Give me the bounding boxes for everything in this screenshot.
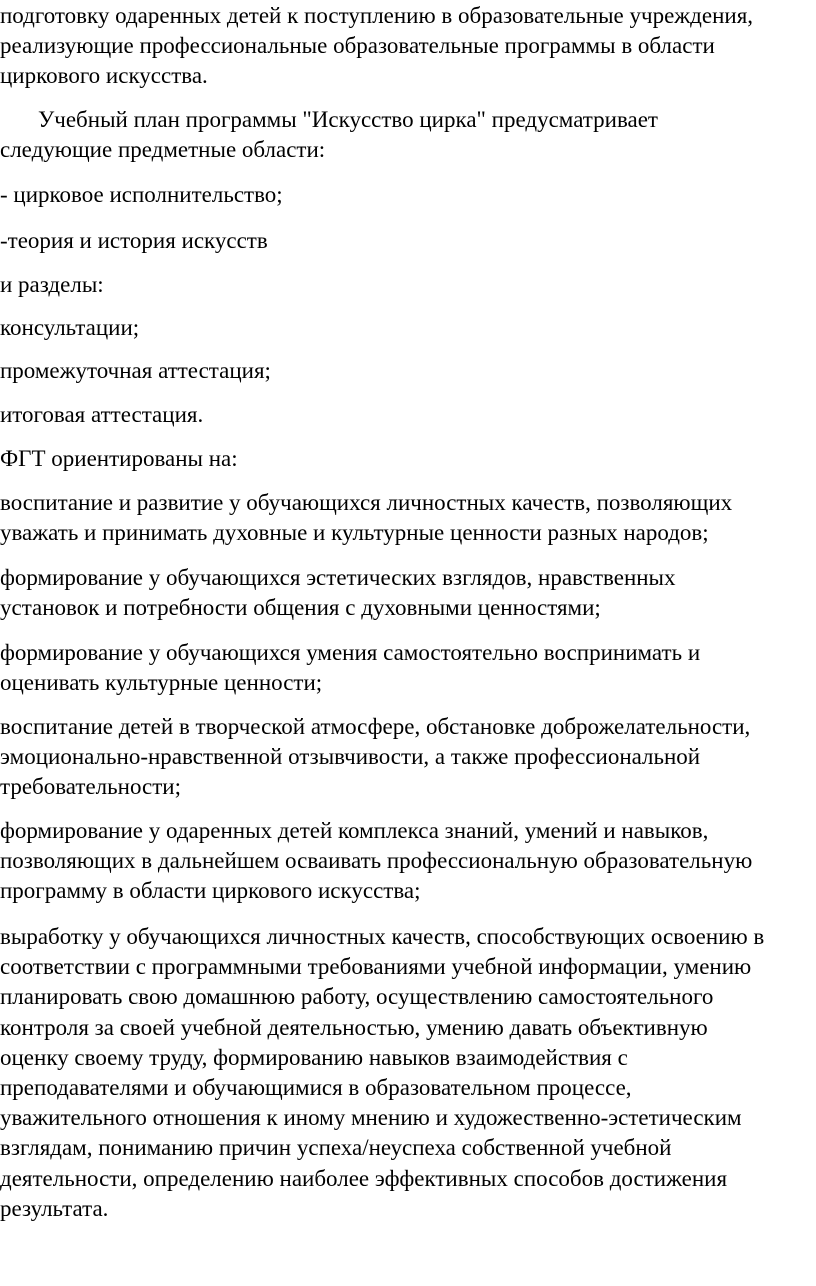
- text-line: контроля за своей учебной деятельностью, умению давать объективную: [0, 1014, 708, 1040]
- paragraph-sections: [0, 270, 816, 300]
- text-line: - цирковое исполнительство;: [0, 182, 283, 207]
- paragraph-fgt-heading: [0, 444, 816, 474]
- paragraph-goal-3: [0, 638, 816, 698]
- list-item-art-theory: [0, 226, 816, 256]
- text-line: выработку у обучающихся личностных качеств, способствующих освоению в: [0, 924, 765, 949]
- text-line: Учебный план программы "Искусство цирка" предусматривает: [38, 107, 658, 132]
- text-line: воспитание детей в творческой атмосфере, обстановке доброжелательности,: [0, 714, 751, 739]
- text-line: -теория и история искусств: [0, 228, 268, 253]
- text-line: следующие предметные области:: [0, 137, 326, 163]
- text-line: соответствии с программными требованиями учебной информации, умению: [0, 954, 752, 980]
- text-line: формирование у обучающихся эстетических взглядов, нравственных: [0, 565, 676, 590]
- text-line: эмоционально-нравственной отзывчивости, а также профессиональной: [0, 744, 701, 770]
- list-item-interim-certification: [0, 356, 816, 386]
- text-line: формирование у одаренных детей комплекса знаний, умений и навыков,: [0, 818, 709, 843]
- text-line: оценивать культурные ценности;: [0, 670, 323, 696]
- paragraph-goal-2: [0, 563, 816, 623]
- text-line: воспитание и развитие у обучающихся личностных качеств, позволяющих: [0, 490, 733, 515]
- text-line: циркового искусства.: [0, 63, 208, 89]
- paragraph-goal-6: [0, 922, 816, 1224]
- list-item-circus-performance: [0, 180, 816, 210]
- text-line: подготовку одаренных детей к поступлению в образовательные учреждения,: [0, 3, 754, 28]
- list-item-final-certification: [0, 400, 816, 430]
- text-line: установок и потребности общения с духовными ценностями;: [0, 595, 601, 621]
- text-line: ФГТ ориентированы на:: [0, 446, 238, 471]
- text-line: программу в области циркового искусства;: [0, 878, 421, 904]
- paragraph-goal-1: [0, 488, 816, 548]
- paragraph-intro-continuation: [0, 1, 816, 92]
- text-line: планировать свою домашнюю работу, осуществлению самостоятельного: [0, 984, 714, 1010]
- text-line: формирование у обучающихся умения самостоятельно воспринимать и: [0, 640, 701, 665]
- text-line: промежуточная аттестация;: [0, 358, 271, 383]
- text-line: уважительного отношения к иному мнению и художественно-эстетическим: [0, 1105, 742, 1131]
- list-item-consultations: [0, 313, 816, 343]
- text-line: требовательности;: [0, 774, 181, 800]
- text-line: реализующие профессиональные образовательные программы в области: [0, 33, 715, 59]
- text-line: взглядам, пониманию причин успеха/неуспеха собственной учебной: [0, 1135, 672, 1161]
- text-line: позволяющих в дальнейшем осваивать профессиональную образовательную: [0, 848, 753, 874]
- text-line: оценку своему труду, формированию навыков взаимодействия с: [0, 1044, 628, 1070]
- text-line: консультации;: [0, 315, 140, 340]
- paragraph-curriculum: [0, 105, 816, 165]
- paragraph-goal-5: [0, 816, 816, 907]
- text-line: преподавателями и обучающимися в образовательном процессе,: [0, 1074, 632, 1100]
- text-line: и разделы:: [0, 272, 104, 297]
- text-line: результата.: [0, 1195, 109, 1221]
- text-line: деятельности, определению наиболее эффективных способов достижения: [0, 1165, 728, 1191]
- text-line: уважать и принимать духовные и культурные ценности разных народов;: [0, 520, 709, 546]
- paragraph-goal-4: [0, 712, 816, 803]
- text-line: итоговая аттестация.: [0, 402, 204, 427]
